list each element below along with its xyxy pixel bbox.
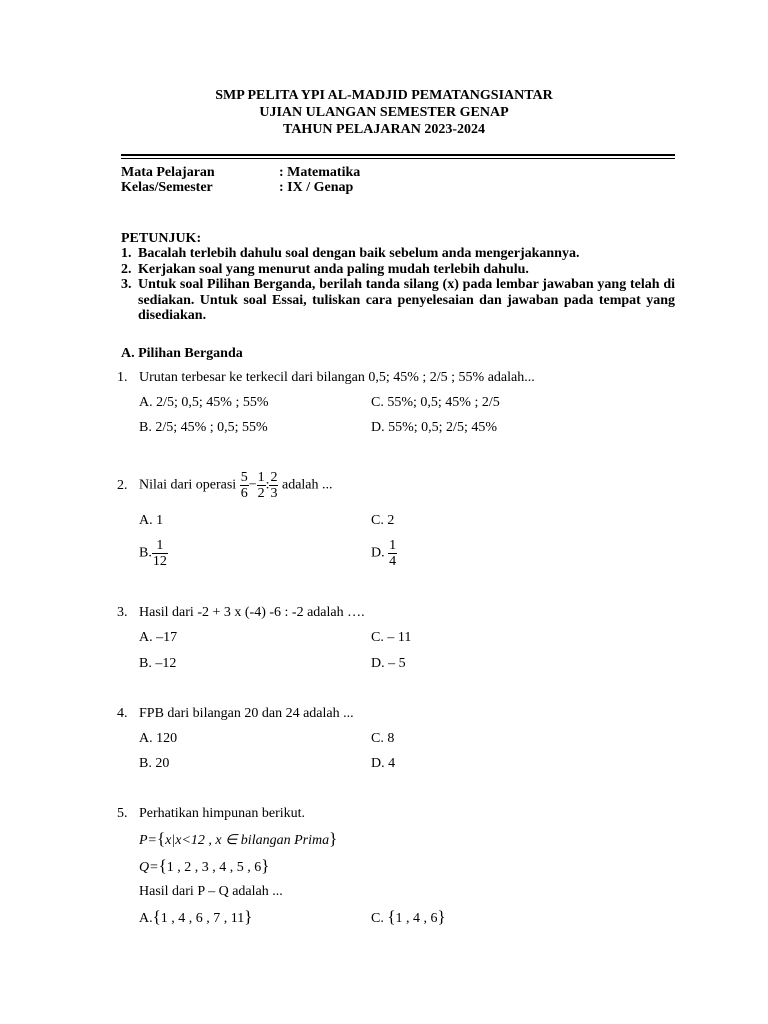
instructions-title: PETUNJUK: bbox=[121, 231, 202, 246]
info-label: Kelas/Semester bbox=[121, 180, 213, 195]
question-5-ask: Hasil dari P – Q adalah ... bbox=[139, 884, 283, 899]
option-c: C. 8 bbox=[371, 731, 395, 746]
instruction-item bbox=[121, 262, 675, 278]
school-name: SMP PELITA YPI AL-MADJID PEMATANGSIANTAR bbox=[215, 88, 553, 103]
exam-title: UJIAN ULANGAN SEMESTER GENAP bbox=[259, 105, 509, 120]
set-body: 1 , 4 , 6 , 7 , 11 bbox=[160, 911, 245, 926]
option-d: D. 55%; 0,5; 2/5; 45% bbox=[371, 420, 497, 435]
option-label: B. bbox=[139, 545, 152, 561]
option-a: A. 120 bbox=[139, 731, 178, 746]
info-label: Mata Pelajaran bbox=[121, 165, 215, 180]
option-a: A. –17 bbox=[139, 630, 178, 645]
fraction bbox=[269, 470, 278, 501]
option-d: D. 4 bbox=[371, 756, 396, 771]
set-body: 1 , 2 , 3 , 4 , 5 , 6 bbox=[166, 860, 262, 875]
question-number: 1. bbox=[117, 370, 128, 385]
instruction-text: Untuk soal Pilihan Berganda, berilah tanda silang (x) pada lembar jawaban yang telah di sediakan. Untuk soal Essai, tuliskan cara penyelesaian dan jawaban pada tempat yang disediakan. bbox=[138, 277, 675, 323]
instruction-number: 3. bbox=[121, 277, 132, 292]
option-c: C. 2 bbox=[371, 513, 395, 528]
set-body: x|x<12 , x ∈ bilangan Prima bbox=[165, 833, 330, 848]
denominator: 4 bbox=[389, 554, 397, 569]
fraction bbox=[240, 470, 249, 501]
question-text: Hasil dari -2 + 3 x (-4) -6 : -2 adalah …. bbox=[139, 605, 365, 620]
option-a: A. 1 bbox=[139, 513, 164, 528]
question-text: Nilai dari operasi bbox=[139, 477, 237, 493]
set-p: P={x|x<12 , x ∈ bilangan Prima} bbox=[139, 829, 338, 848]
info-subject bbox=[121, 165, 360, 180]
numerator: 1 bbox=[156, 538, 164, 553]
option-b bbox=[139, 538, 168, 569]
header-divider-thick bbox=[121, 154, 675, 156]
instruction-item bbox=[121, 246, 675, 262]
question-4 bbox=[117, 706, 354, 722]
option-label: D. bbox=[371, 545, 385, 561]
option-c: C. {1 , 4 , 6} bbox=[371, 907, 446, 926]
numerator: 5 bbox=[240, 470, 248, 485]
option-label: A. bbox=[139, 911, 153, 926]
question-text: FPB dari bilangan 20 dan 24 adalah ... bbox=[139, 706, 354, 721]
header-divider-thin bbox=[121, 158, 675, 159]
option-d bbox=[371, 538, 397, 569]
option-c: C. – 11 bbox=[371, 630, 412, 645]
question-number: 2. bbox=[117, 477, 128, 493]
fraction bbox=[388, 538, 397, 569]
operator: − bbox=[248, 477, 257, 493]
section-title: A. Pilihan Berganda bbox=[121, 346, 243, 361]
question-text: Perhatikan himpunan berikut. bbox=[139, 806, 306, 821]
option-c: C. 55%; 0,5; 45% ; 2/5 bbox=[371, 395, 500, 410]
option-a: A.{1 , 4 , 6 , 7 , 11} bbox=[139, 907, 253, 926]
question-1 bbox=[117, 370, 535, 386]
denominator: 2 bbox=[257, 486, 265, 501]
info-class bbox=[121, 180, 353, 195]
operator: : bbox=[265, 477, 270, 493]
question-3 bbox=[117, 605, 365, 621]
info-value: : IX / Genap bbox=[279, 180, 354, 195]
question-5 bbox=[117, 806, 305, 822]
question-text: adalah ... bbox=[281, 477, 333, 493]
instruction-number: 2. bbox=[121, 262, 132, 277]
denominator: 12 bbox=[152, 554, 167, 569]
instruction-item bbox=[121, 277, 675, 324]
set-name: P= bbox=[139, 833, 157, 848]
numerator: 2 bbox=[270, 470, 278, 485]
question-number: 3. bbox=[117, 605, 128, 620]
question-text: Urutan terbesar ke terkecil dari bilangan 0,5; 45% ; 2/5 ; 55% adalah... bbox=[139, 370, 535, 385]
option-b: B. 2/5; 45% ; 0,5; 55% bbox=[139, 420, 268, 435]
option-b: B. –12 bbox=[139, 656, 177, 671]
option-d: D. – 5 bbox=[371, 656, 406, 671]
set-q: Q={1 , 2 , 3 , 4 , 5 , 6} bbox=[139, 856, 270, 875]
option-label: C. bbox=[371, 911, 384, 926]
set-body: 1 , 4 , 6 bbox=[395, 911, 438, 926]
question-2 bbox=[117, 470, 333, 501]
denominator: 6 bbox=[240, 486, 248, 501]
question-number: 4. bbox=[117, 706, 128, 721]
instruction-number: 1. bbox=[121, 246, 132, 261]
academic-year: TAHUN PELAJARAN 2023-2024 bbox=[283, 122, 485, 137]
numerator: 1 bbox=[257, 470, 265, 485]
fraction bbox=[152, 538, 168, 569]
numerator: 1 bbox=[389, 538, 397, 553]
instruction-text: Kerjakan soal yang menurut anda paling mudah terlebih dahulu. bbox=[138, 262, 529, 277]
denominator: 3 bbox=[270, 486, 278, 501]
option-a: A. 2/5; 0,5; 45% ; 55% bbox=[139, 395, 269, 410]
question-number: 5. bbox=[117, 806, 128, 821]
fraction bbox=[257, 470, 266, 501]
set-name: Q= bbox=[139, 860, 159, 875]
info-value: : Matematika bbox=[279, 165, 361, 180]
document-header bbox=[0, 87, 768, 138]
instruction-text: Bacalah terlebih dahulu soal dengan baik sebelum anda mengerjakannya. bbox=[138, 246, 580, 261]
option-b: B. 20 bbox=[139, 756, 170, 771]
